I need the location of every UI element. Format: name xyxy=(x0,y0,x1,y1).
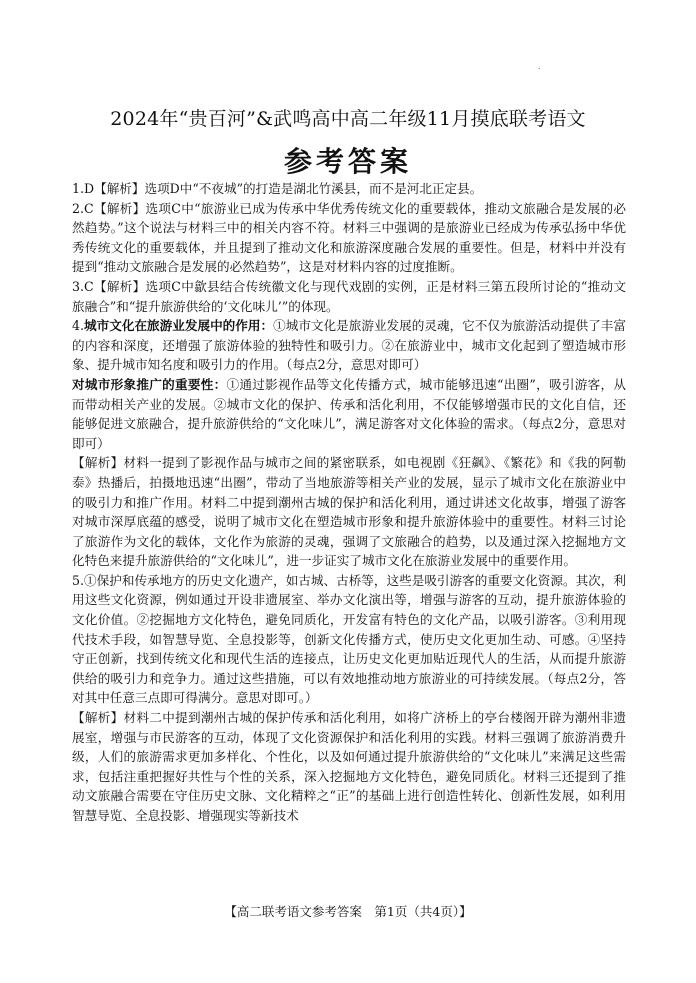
document-title: 2024年“贵百河”&武鸣高中高二年级11月摸底联考语文 xyxy=(110,108,586,130)
answer-4-analysis: 【解析】材料一提到了影视作品与城市之间的紧密联系，如电视剧《狂飙》、《繁花》和《我的阿勒泰》热播后，拍摄地迅速“出圈”，带动了当地旅游等相关产业的发展，显示了城市文化在旅游业中的吸引力和推广作用。材料二中提到潮州古城的保护和活化利用，通过讲述文化故事，增强了游客对城市深厚底蕴的感受，说明了城市文化在塑造城市形象和提升旅游体验中的重要性。材料三讨论了旅游作为文化的载体，文化作为旅游的灵魂，强调了文旅融合的趋势，以及通过深入挖掘地方文化特色来提升旅游供给的“文化味儿”，进一步证实了城市文化在旅游业发展中的重要作用。 xyxy=(72,455,626,569)
page-footer: 【高二联考语文参考答案 第1页（共4页）】 xyxy=(224,904,472,919)
answer-content xyxy=(72,179,626,826)
answer-5-analysis: 【解析】材料二中提到潮州古城的保护传承和活化利用，如将广济桥上的亭台楼阁开辟为潮州非遗展室，增强与市民游客的互动，体现了文化资源保护和活化利用的实践。材料三强调了旅游消费升级，人们的旅游需求更加多样化、个性化，以及如何通过提升旅游供给的“文化味儿”来满足这些需求，包括注重把握好共性与个性的关系，深入挖掘地方文化特色，避免同质化。材料三还提到了推动文旅融合需要在守住历史文脉、文化精粹之“正”的基础上进行创造性转化、创新性发展，如利用智慧导览、全息投影、增强现实等新技术 xyxy=(72,710,626,823)
answer-4-body-1: ①城市文化是旅游业发展的灵魂，它不仅为旅游活动提供了丰富的内容和深度，还增强了旅游体验的独特性和吸引力。②在旅游业中，城市文化起到了塑造城市形象、提升城市知名度和吸引力的作用。（每点2分，意思对即可） xyxy=(72,318,627,373)
answer-4-number: 4. xyxy=(72,318,85,334)
answer-2: 2.C【解析】选项C中“旅游业已成为传承中华优秀传统文化的重要载体，推动文旅融合是发展的必然趋势。”这个说法与材料三中的相关内容不符。材料三中强调的是旅游业已经成为传承弘扬中华优秀传统文化的重要载体，并且提到了推动文化和旅游深度融合发展的重要性。但是，材料中并没有提到“推动文旅融合是发展的必然趋势”，这是对材料内容的过度推断。 xyxy=(72,200,626,275)
answer-1: 1.D【解析】选项D中“不夜城”的打造是湖北竹溪县，而不是河北正定县。 xyxy=(72,181,483,196)
answer-4-heading-2: 对城市形象推广的重要性： xyxy=(72,376,227,392)
answer-4-part-2 xyxy=(72,375,626,453)
corner-mark: . xyxy=(538,62,541,71)
answer-3: 3.C【解析】选项C中歙县结合传统徽文化与现代戏剧的实例，正是材料三第五段所讨论的“推动文旅融合”和“提升旅游供给的‘文化味儿’”的体现。 xyxy=(72,278,626,314)
answer-4-heading-1: 城市文化在旅游业发展中的作用： xyxy=(84,318,274,334)
answer-5: 5.①保护和传承地方的历史文化遗产，如古城、古桥等，这些是吸引游客的重要文化资源。其次，利用这些文化资源，例如通过开设非遗展室、举办文化演出等，增强与游客的互动，提升旅游体验的文化价值。②挖掘地方文化特色，避免同质化，开发富有特色的文化产品，以吸引游客。③利用现代技术手段，如智慧导览、全息投影等，创新文化传播方式，使历史文化更加生动、可感。④坚持守正创新，找到传统文化和现代生活的连接点，让历史文化更加贴近现代人的生活，从而提升旅游供给的吸引力和竞争力。通过这些措施，可以有效地推动地方旅游业的可持续发展。（每点2分，答对其中任意三点即可得满分。意思对即可。） xyxy=(72,572,626,706)
document-subtitle: 参考答案 xyxy=(283,145,412,178)
answer-4-part-1 xyxy=(72,316,626,375)
answer-4-body-2: ①通过影视作品等文化传播方式，城市能够迅速“出圈”，吸引游客，从而带动相关产业的发展。②城市文化的保护、传承和活化利用，不仅能够增强市民的文化自信，还能够促进文旅融合，提升旅游供给的“文化味儿”，满足游客对文化体验的需求。（每点2分，意思对即可） xyxy=(72,376,626,451)
